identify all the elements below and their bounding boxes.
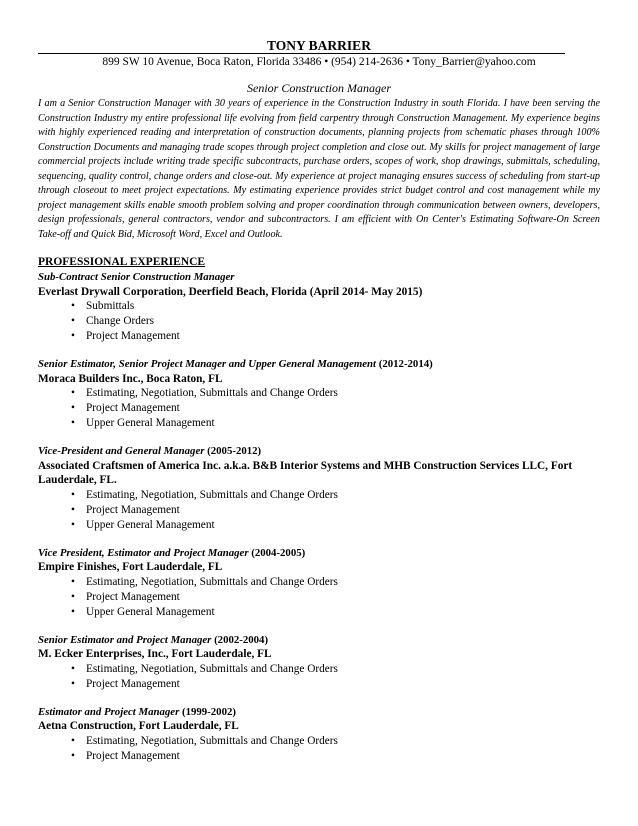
duty-item xyxy=(71,503,600,518)
duties-list xyxy=(38,734,600,764)
bullet-icon: • xyxy=(71,300,75,312)
duty-text: Upper General Management xyxy=(86,518,215,531)
job-role: Vice-President and General Manager xyxy=(38,445,205,457)
contact-info: 899 SW 10 Avenue, Boca Raton, Florida 33486 • (954) 214-2636 • Tony_Barrier@yahoo.com xyxy=(102,56,536,68)
bullet-icon: • xyxy=(71,749,75,762)
duties-list xyxy=(38,386,600,431)
experience-list xyxy=(38,270,600,764)
job-company: Moraca Builders Inc., Boca Raton, FL xyxy=(38,372,223,385)
job-entry xyxy=(38,633,600,692)
job-company: Associated Craftsmen of America Inc. a.k.a. B&B Interior Systems and MHB Construction Services LLC, Fort Lauderdale, FL. xyxy=(38,459,573,486)
job-entry xyxy=(38,705,600,764)
job-company: Empire Finishes, Fort Lauderdale, FL xyxy=(38,561,223,573)
bullet-icon: • xyxy=(71,590,75,603)
job-role: Senior Estimator, Senior Project Manager and Upper General Management xyxy=(38,358,377,370)
header-rule xyxy=(38,53,565,54)
duty-item xyxy=(71,299,600,314)
bullet-icon: • xyxy=(71,387,75,399)
job-entry xyxy=(38,546,600,620)
job-role: Vice President, Estimator and Project Manager xyxy=(38,546,249,559)
duty-text: Project Management xyxy=(86,402,180,414)
duty-item xyxy=(71,662,600,677)
candidate-name: TONY BARRIER xyxy=(267,38,371,53)
bullet-icon: • xyxy=(71,330,75,342)
duty-text: Estimating, Negotiation, Submittals and Change Orders xyxy=(86,662,338,675)
job-title-line xyxy=(38,270,600,285)
bullet-icon: • xyxy=(71,402,75,414)
duty-item xyxy=(71,575,600,590)
bullet-icon: • xyxy=(71,605,75,618)
job-years: (2005-2012) xyxy=(207,445,262,457)
duty-item xyxy=(71,734,600,749)
job-years: (2004-2005) xyxy=(251,546,306,559)
job-company: M. Ecker Enterprises, Inc., Fort Lauderdale, FL xyxy=(38,648,272,660)
job-years: (2012-2014) xyxy=(378,358,433,370)
job-company: Everlast Drywall Corporation, Deerfield Beach, Florida (April 2014- May 2015) xyxy=(38,285,423,298)
duty-text: Project Management xyxy=(86,590,180,603)
duty-item xyxy=(71,386,600,401)
duty-text: Estimating, Negotiation, Submittals and Change Orders xyxy=(86,734,338,747)
duties-list xyxy=(38,575,600,620)
job-role: Estimator and Project Manager xyxy=(38,705,180,718)
bullet-icon: • xyxy=(71,417,75,429)
job-years: (2002-2004) xyxy=(214,633,269,646)
job-entry xyxy=(38,357,600,431)
job-entry xyxy=(38,270,600,344)
duty-text: Project Management xyxy=(86,503,180,516)
job-title-line xyxy=(38,633,600,648)
duty-text: Estimating, Negotiation, Submittals and Change Orders xyxy=(86,575,338,588)
professional-summary: I am a Senior Construction Manager with 30 years of experience in the Construction Industry in south Florida. I have been serving the Construction Industry my entire professional life evolving from field carpentry through Construction Management. My experience begins with highly experienced reading and interpretation of construction documents, planning projects from schematic phases through 100% Construction Documents and managing trade scopes through project completion and close out. My skills for project management of large commercial projects include writing trade specific subcontracts, purchase orders, scopes of work, shop drawings, submittals, scheduling, sequencing, quality control, change orders and close-out. My experience at project managing ensures success of scheduling from start-up through closeout to meet project expectations. My estimating experience provides strict budget control and cost management while my project management skills enable smooth problem solving and proper coordination through communication between owners, developers, design professionals, general contractors, vendor and subcontractors. I am efficient with On Center's Estimating Software-On Screen Take-off and Quick Bid, Microsoft Word, Excel and Outlook. xyxy=(38,98,600,240)
duty-item xyxy=(71,488,600,503)
job-title-line xyxy=(38,444,600,459)
duty-text: Project Management xyxy=(86,749,180,762)
duty-text: Submittals xyxy=(86,300,135,312)
duties-list xyxy=(38,662,600,692)
duty-item xyxy=(71,605,600,620)
bullet-icon: • xyxy=(71,518,75,531)
duty-text: Project Management xyxy=(86,330,180,342)
duty-item xyxy=(71,518,600,533)
duty-text: Estimating, Negotiation, Submittals and Change Orders xyxy=(86,488,338,501)
bullet-icon: • xyxy=(71,503,75,516)
experience-section-title: PROFESSIONAL EXPERIENCE xyxy=(38,256,206,268)
job-role: Sub-Contract Senior Construction Manager xyxy=(38,271,235,283)
job-title-line xyxy=(38,705,600,720)
job-company: Aetna Construction, Fort Lauderdale, FL xyxy=(38,720,239,732)
duty-item xyxy=(71,590,600,605)
bullet-icon: • xyxy=(71,315,75,327)
duty-text: Upper General Management xyxy=(86,605,215,618)
duty-item xyxy=(71,329,600,344)
bullet-icon: • xyxy=(71,734,75,747)
duties-list xyxy=(38,488,600,533)
duty-item xyxy=(71,314,600,329)
job-entry xyxy=(38,444,600,533)
job-role: Senior Estimator and Project Manager xyxy=(38,633,212,646)
duty-text: Estimating, Negotiation, Submittals and Change Orders xyxy=(86,387,338,399)
duty-item xyxy=(71,401,600,416)
job-years: (1999-2002) xyxy=(181,705,236,718)
objective-title: Senior Construction Manager xyxy=(247,81,391,95)
duty-text: Change Orders xyxy=(86,315,155,327)
duty-text: Project Management xyxy=(86,677,180,690)
job-title-line xyxy=(38,546,600,561)
bullet-icon: • xyxy=(71,575,75,588)
bullet-icon: • xyxy=(71,488,75,501)
bullet-icon: • xyxy=(71,677,75,690)
duties-list xyxy=(38,299,600,344)
duty-item xyxy=(71,416,600,431)
bullet-icon: • xyxy=(71,662,75,675)
job-title-line xyxy=(38,357,600,372)
duty-item xyxy=(71,749,600,764)
duty-item xyxy=(71,677,600,692)
duty-text: Upper General Management xyxy=(86,417,215,429)
